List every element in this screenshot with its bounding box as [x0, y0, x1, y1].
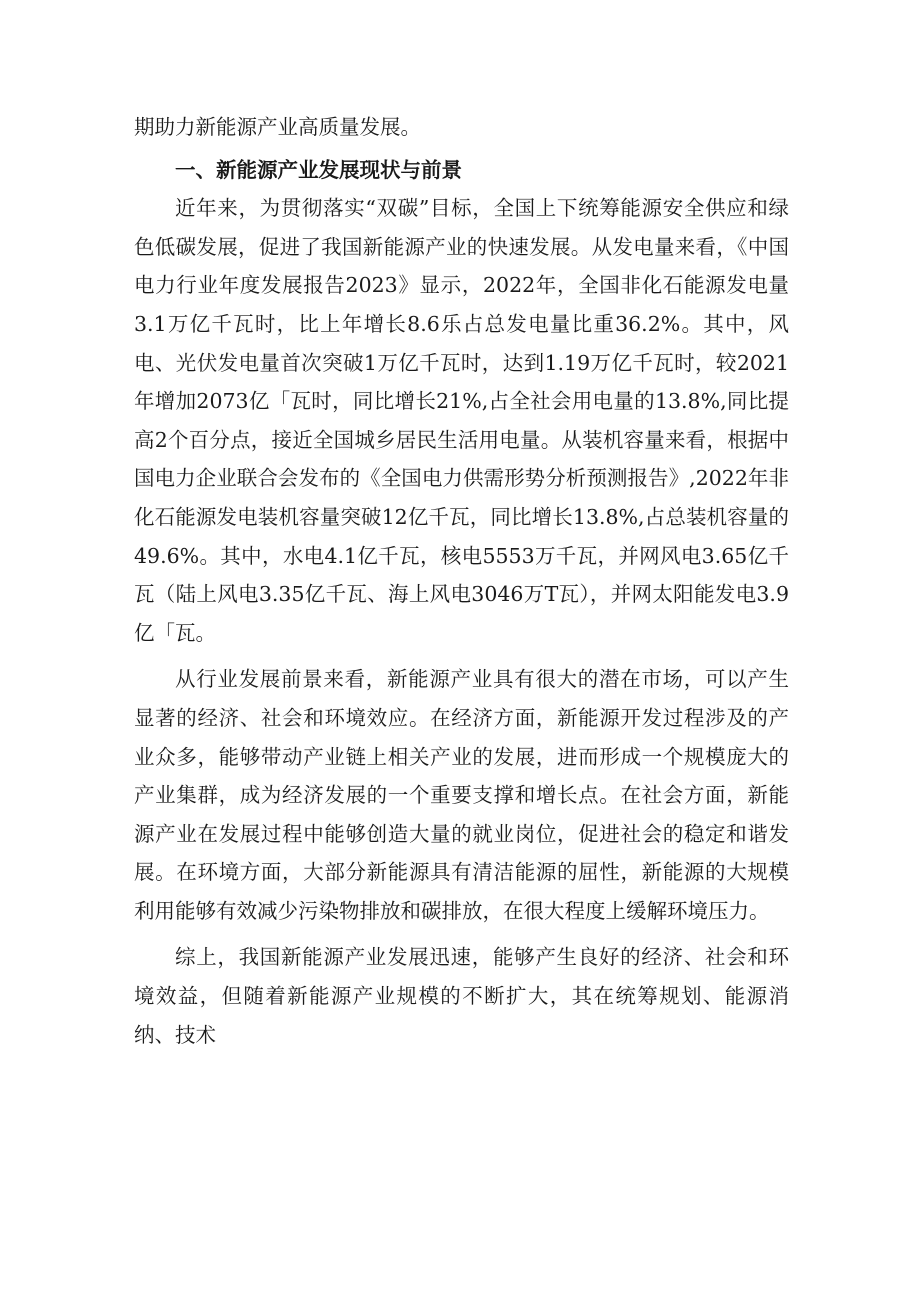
body-paragraph-current-status: 近年来，为贯彻落实“双碳”目标，全国上下统筹能源安全供应和绿色低碳发展，促进了我国新能源产业的快速发展。从发电量来看，《中国电力行业年度发展报告2023》显示，2022年，全国非化石能源发电量3.1万亿千瓦时，比上年增长8.6乐占总发电量比重36.2%。其中，风电、光伏发电量首次突破1万亿千瓦时，达到1.19万亿千瓦时，较2021年增加2073亿「瓦时，同比增长21%,占全社会用电量的13.8%,同比提高2个百分点，接近全国城乡居民生活用电量。从装机容量来看，根据中国电力企业联合会发布的《全国电力供需形势分析预测报告》,2022年非化石能源发电装机容量突破12亿千瓦，同比增长13.8%,占总装机容量的49.6%。其中，水电4.1亿千瓦，核电5553万千瓦，并网风电3.65亿千瓦（陆上风电3.35亿千瓦、海上风电3046万T瓦），并网太阳能发电3.9亿「瓦。 [134, 196, 789, 645]
body-paragraph-prospects: 从行业发展前景来看，新能源产业具有很大的潜在市场，可以产生显著的经济、社会和环境效应。在经济方面，新能源开发过程涉及的产业众多，能够带动产业链上相关产业的发展，进而形成一个规模庞大的产业集群，成为经济发展的一个重要支撑和增长点。在社会方面，新能源产业在发展过程中能够创造大量的就业岗位，促进社会的稳定和谐发展。在环境方面，大部分新能源具有清洁能源的屈性，新能源的大规模利用能够有效减少污染物排放和碳排放，在很大程度上缓解环境压力。 [134, 667, 789, 923]
section-heading: 一、新能源产业发展现状与前景 [175, 157, 462, 182]
intro-paragraph-tail: 期助力新能源产业高质量发展。 [134, 115, 421, 139]
body-paragraph-summary: 综上，我国新能源产业发展迅速，能够产生良好的经济、社会和环境效益，但随着新能源产业规模的不断扩大，其在统筹规划、能源消纳、技术 [134, 945, 789, 1047]
